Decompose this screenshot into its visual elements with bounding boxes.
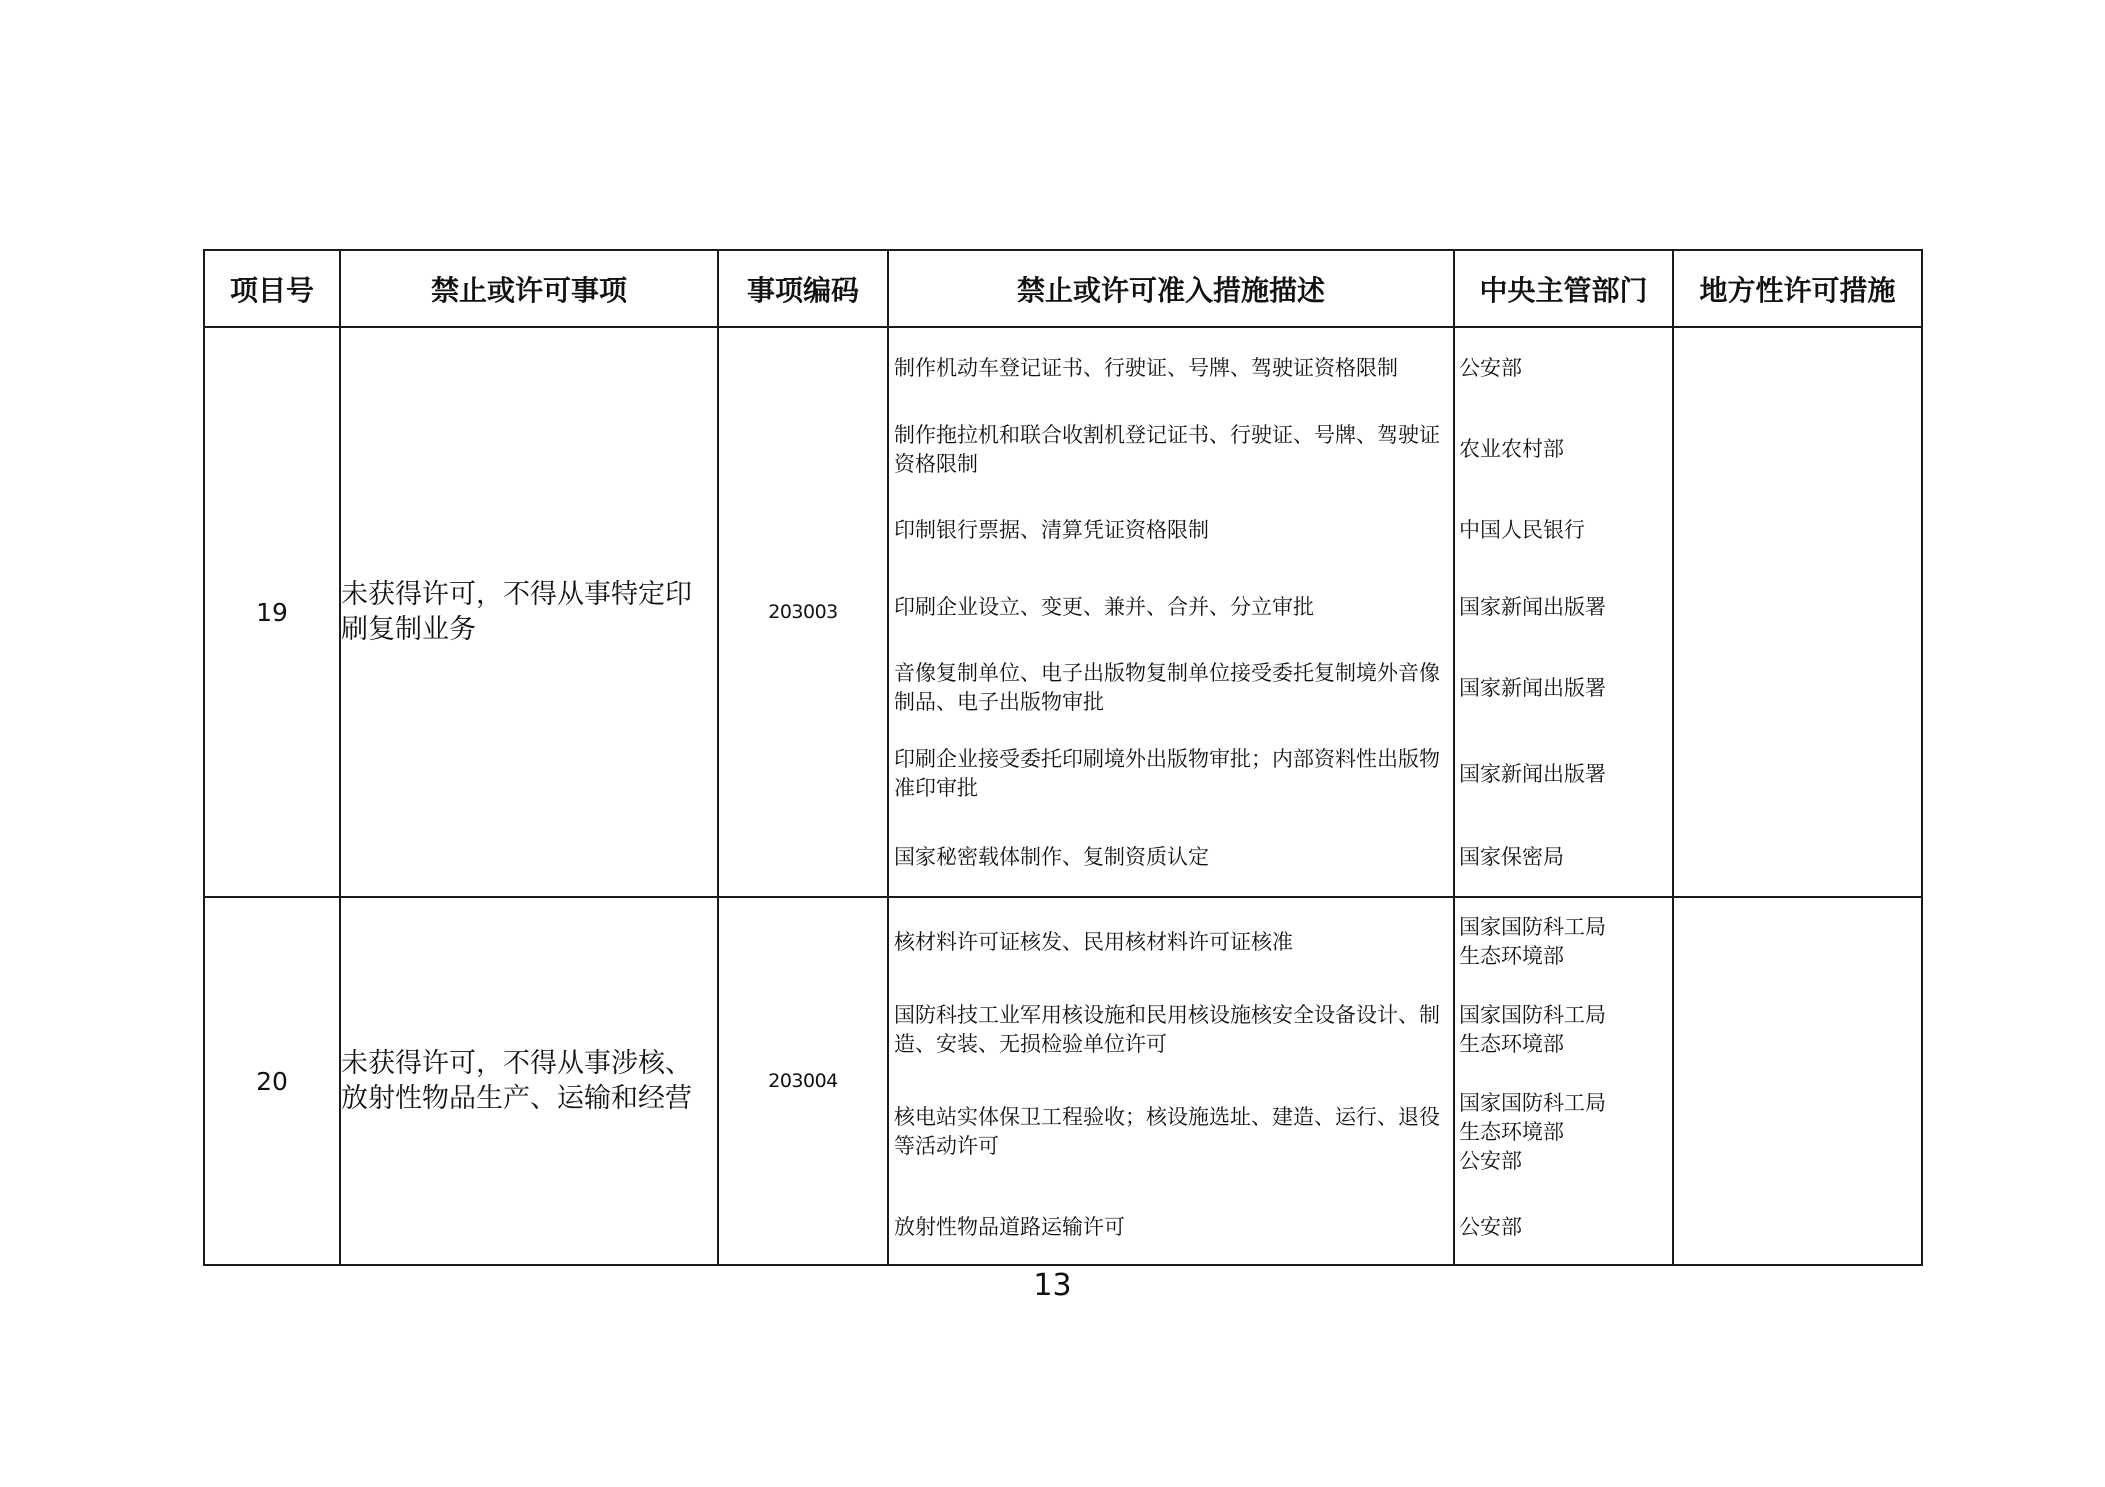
measure-description: 放射性物品道路运输许可	[894, 1215, 1125, 1239]
department-name: 中国人民银行	[1459, 517, 1585, 542]
measure-description: 国家秘密载体制作、复制资质认定	[894, 844, 1209, 869]
central-department	[1455, 1191, 1672, 1264]
department-name: 生态环境部	[1459, 1031, 1564, 1056]
header-item-code: 事项编码	[718, 250, 888, 327]
item-code: 203003	[718, 327, 888, 897]
item-number: 20	[204, 897, 340, 1265]
central-department	[1455, 646, 1672, 730]
department-name: 公安部	[1459, 1215, 1522, 1239]
header-item-number: 项目号	[204, 250, 340, 327]
central-department	[1455, 898, 1672, 986]
measure-description: 核材料许可证核发、民用核材料许可证核准	[894, 929, 1293, 954]
central-department	[1455, 408, 1672, 491]
measure-description: 国防科技工业军用核设施和民用核设施核安全设备设计、制造、安装、无损检验单位许可	[894, 1002, 1440, 1056]
local-measures	[1673, 327, 1922, 897]
page-number: 13	[1033, 1268, 1072, 1303]
central-department	[1455, 986, 1672, 1073]
central-department	[1455, 328, 1672, 408]
central-department-cell	[1454, 327, 1673, 897]
department-name: 国家国防科工局	[1459, 1090, 1606, 1115]
measure-description-cell	[888, 327, 1454, 897]
department-name: 国家国防科工局	[1459, 1002, 1606, 1027]
department-name: 国家新闻出版署	[1459, 675, 1606, 700]
table-row	[204, 897, 1922, 1265]
header-permit-item: 禁止或许可事项	[340, 250, 718, 327]
department-name: 国家新闻出版署	[1459, 761, 1606, 786]
measure-description: 印刷企业接受委托印刷境外出版物审批；内部资料性出版物准印审批	[894, 747, 1440, 800]
department-name: 生态环境部	[1459, 944, 1564, 968]
table-row	[204, 327, 1922, 897]
item-code: 203004	[718, 897, 888, 1265]
department-name: 国家新闻出版署	[1459, 595, 1606, 619]
central-department	[1455, 818, 1672, 896]
measure-description: 印刷企业设立、变更、兼并、合并、分立审批	[894, 595, 1314, 619]
central-department-cell	[1454, 897, 1673, 1265]
central-department	[1455, 730, 1672, 818]
central-department	[1455, 1073, 1672, 1191]
permit-table	[203, 249, 1923, 1266]
central-department	[1455, 569, 1672, 646]
measure-description: 印制银行票据、清算凭证资格限制	[894, 517, 1209, 542]
department-name: 公安部	[1459, 1148, 1522, 1173]
local-measures	[1673, 897, 1922, 1265]
department-name: 生态环境部	[1459, 1119, 1564, 1144]
central-department	[1455, 491, 1672, 569]
permit-item: 未获得许可，不得从事涉核、放射性物品生产、运输和经营	[340, 897, 718, 1265]
header-local-measures: 地方性许可措施	[1673, 250, 1922, 327]
department-name: 农业农村部	[1459, 437, 1564, 461]
measure-description-cell	[888, 897, 1454, 1265]
department-name: 公安部	[1459, 355, 1522, 380]
department-name: 国家国防科工局	[1459, 915, 1606, 939]
header-measure-description: 禁止或许可准入措施描述	[888, 250, 1454, 327]
department-name: 国家保密局	[1459, 844, 1564, 869]
table-header-row	[204, 250, 1922, 327]
measure-description: 制作拖拉机和联合收割机登记证书、行驶证、号牌、驾驶证资格限制	[894, 422, 1440, 476]
permit-item: 未获得许可，不得从事特定印刷复制业务	[340, 327, 718, 897]
item-number: 19	[204, 327, 340, 897]
measure-description: 核电站实体保卫工程验收；核设施选址、建造、运行、退役等活动许可	[894, 1105, 1440, 1158]
measure-description: 音像复制单位、电子出版物复制单位接受委托复制境外音像制品、电子出版物审批	[894, 661, 1440, 714]
header-central-department: 中央主管部门	[1454, 250, 1673, 327]
measure-description: 制作机动车登记证书、行驶证、号牌、驾驶证资格限制	[894, 355, 1398, 380]
